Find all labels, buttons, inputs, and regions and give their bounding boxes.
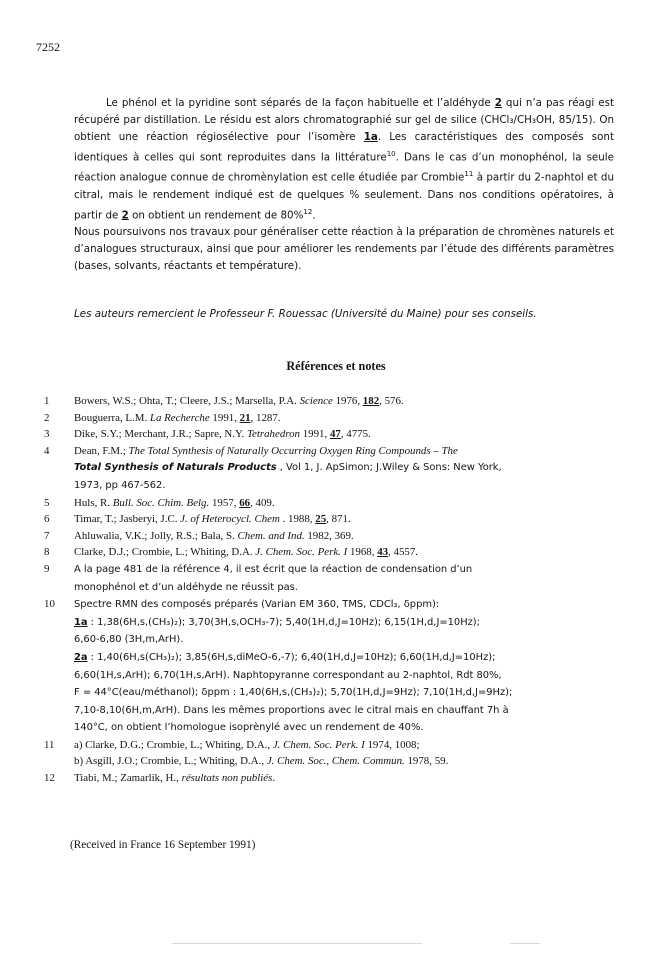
text-run: 12 xyxy=(303,207,313,216)
reference-line xyxy=(74,596,616,614)
reference-item xyxy=(44,426,616,443)
reference-line xyxy=(74,495,616,512)
text-run: 10 xyxy=(386,150,396,158)
reference-line xyxy=(74,770,616,787)
text-run: Nous poursuivons nos travaux pour généraliser cette réaction à la préparation de chromènes naturels et d’analogues structuraux, ainsi que pour améliorer les rendements par l’étude des différents paramètres (bases, solvants, réactants et température). xyxy=(74,226,614,273)
footer-rule xyxy=(510,943,540,944)
reference-line xyxy=(74,719,616,737)
reference-item xyxy=(44,561,616,596)
reference-body xyxy=(74,443,616,495)
reference-line xyxy=(74,393,616,410)
reference-item xyxy=(44,770,616,787)
italic-text: La Recherche xyxy=(149,411,210,424)
reference-item xyxy=(44,443,616,495)
text-run: Le phénol et la pyridine sont séparés de la façon habituelle et l’aldéhyde xyxy=(106,97,495,109)
text-run: Ahluwalia, V.K.; Jolly, R.S.; Bala, S. xyxy=(74,529,238,542)
received-note: (Received in France 16 September 1991) xyxy=(70,839,256,851)
text-run: 6,60-6,80 (3H,m,ArH). xyxy=(74,634,184,646)
reference-body xyxy=(74,410,616,427)
text-run: : 1,40(6H,s(CH₃)₂); 3,85(6H,s,diMeO-6,-7); 6,40(1H,d,J=10Hz); 6,60(1H,d,J=10Hz); xyxy=(87,651,496,663)
text-run: Timar, T.; Jasberyi, J.C. xyxy=(74,513,181,526)
text-run: a) Clarke, D.G.; Crombie, L.; Whiting, D.A., xyxy=(74,738,273,751)
text-run: b) Asgill, J.O.; Crombie, L.; Whiting, D.A., xyxy=(74,755,267,768)
text-run: . xyxy=(272,772,276,785)
text-run: 1978, 59. xyxy=(404,755,449,768)
italic-text: Total Synthesis of Naturals Products xyxy=(74,462,277,474)
reference-number: 12 xyxy=(44,772,55,785)
reference-line xyxy=(74,443,616,460)
compound-number: 1a xyxy=(74,616,88,628)
text-run: Clarke, D.J.; Crombie, L.; Whiting, D.A. xyxy=(74,546,256,559)
reference-line xyxy=(74,649,616,667)
page-number: 7252 xyxy=(36,40,60,54)
text-run: 1982, 369. xyxy=(304,529,354,542)
reference-body xyxy=(74,596,616,737)
reference-number: 6 xyxy=(44,513,50,526)
reference-line xyxy=(74,737,616,754)
text-run: . xyxy=(312,209,316,222)
compound-number: 43 xyxy=(377,546,389,559)
compound-number: 182 xyxy=(362,395,380,407)
compound-number: 47 xyxy=(329,428,341,441)
reference-line xyxy=(74,561,616,579)
compound-number: 1a xyxy=(363,131,378,143)
reference-item xyxy=(44,393,616,410)
reference-body xyxy=(74,737,616,770)
text-run: Spectre RMN des composés préparés (Varian EM 360, TMS, CDCl₃, δppm): xyxy=(74,599,440,611)
reference-item xyxy=(44,495,616,512)
italic-text: Bull. Soc. Chim. Belg. xyxy=(112,496,210,509)
italic-text: Tetrahedron xyxy=(246,428,300,441)
italic-text: J. Chem. Soc., Chem. Commun. xyxy=(266,755,405,768)
reference-body xyxy=(74,511,616,528)
reference-body xyxy=(74,528,616,545)
italic-text: J. Chem. Soc. Perk. I xyxy=(272,738,365,751)
reference-number: 3 xyxy=(44,428,50,441)
reference-line xyxy=(74,684,616,702)
body-text xyxy=(74,95,614,275)
text-run: à partir du 2-naphtol et du citral, mais le rendement indiqué est de quelques % seulement. Dans nos conditions opératoires, à partir de xyxy=(74,171,614,222)
reference-number: 9 xyxy=(44,562,50,575)
reference-body xyxy=(74,393,616,410)
compound-number: 2 xyxy=(121,209,129,222)
compound-number: 2 xyxy=(494,97,502,109)
footer-rule xyxy=(172,943,422,944)
reference-line xyxy=(74,459,616,477)
reference-item xyxy=(44,511,616,528)
text-run: 1976, xyxy=(332,395,363,407)
text-run: 1968, xyxy=(347,546,378,559)
text-run: 1974, 1008; xyxy=(364,738,420,751)
reference-number: 4 xyxy=(44,444,50,457)
reference-number: 5 xyxy=(44,496,50,509)
reference-number: 11 xyxy=(44,738,55,751)
text-run: 11 xyxy=(464,170,474,179)
italic-text: résultats non publiés xyxy=(181,772,273,785)
reference-line xyxy=(74,426,616,443)
italic-text: J. Chem. Soc. Perk. I xyxy=(255,546,348,559)
reference-number: 7 xyxy=(44,529,50,542)
text-run: monophénol et d’un aldéhyde ne réussit pas. xyxy=(74,581,298,593)
text-run: Bowers, W.S.; Ohta, T.; Cleere, J.S.; Marsella, P.A. xyxy=(74,395,300,407)
reference-item xyxy=(44,737,616,770)
text-run: , 4775. xyxy=(340,428,371,441)
text-run: , Vol 1, J. ApSimon; J.Wiley & Sons: New York, xyxy=(276,462,502,474)
reference-item xyxy=(44,528,616,545)
text-run: F = 44°C(eau/méthanol); δppm : 1,40(6H,s,(CH₃)₂); 5,70(1H,d,J=9Hz); 7,10(1H,d,J=9Hz); xyxy=(74,687,513,699)
reference-line xyxy=(74,631,616,649)
text-run: 1991, xyxy=(209,411,240,424)
reference-number: 10 xyxy=(44,598,55,611)
reference-line xyxy=(74,544,616,561)
text-run: , 576. xyxy=(379,395,404,407)
text-run: . 1988, xyxy=(279,513,316,526)
body-paragraph-1 xyxy=(74,95,614,224)
text-run: A la page 481 de la référence 4, il est écrit que la réaction de condensation d’un xyxy=(74,563,473,575)
text-run: Bouguerra, L.M. xyxy=(74,411,150,424)
reference-body xyxy=(74,770,616,787)
text-run: , 1287. xyxy=(250,411,281,424)
text-run: : 1,38(6H,s,(CH₃)₂); 3,70(3H,s,OCH₃-7); 5,40(1H,d,J=10Hz); 6,15(1H,d,J=10Hz); xyxy=(87,616,480,628)
reference-line xyxy=(74,410,616,427)
text-run: Dean, F.M.; xyxy=(74,444,129,457)
italic-text: The Total Synthesis of Naturally Occurring Oxygen Ring Compounds – The xyxy=(128,444,458,457)
reference-line xyxy=(74,511,616,528)
reference-line xyxy=(74,477,616,495)
text-run: . Dans le cas d’un monophénol, la seule réaction analogue connue de chromènylation est celle étudiée par Crombie xyxy=(74,151,614,184)
reference-line xyxy=(74,702,616,720)
italic-text: Chem. and Ind. xyxy=(237,529,305,542)
text-run: 1991, xyxy=(300,428,330,441)
compound-number: 66 xyxy=(239,496,251,509)
text-run: Tiabi, M.; Zamarlik, H., xyxy=(74,772,182,785)
text-run: Dike, S.Y.; Merchant, J.R.; Sapre, N.Y. xyxy=(74,428,247,441)
text-run: , 409. xyxy=(250,496,275,509)
text-run: 1973, pp 467-562. xyxy=(74,479,166,491)
reference-item xyxy=(44,596,616,737)
reference-line xyxy=(74,667,616,685)
text-run: 6,60(1H,s,ArH); 6,70(1H,s,ArH). Naphtopyranne correspondant au 2-naphtol, Rdt 80%, xyxy=(74,669,502,681)
reference-item xyxy=(44,410,616,427)
reference-number: 8 xyxy=(44,546,50,559)
reference-number: 1 xyxy=(44,395,50,407)
text-run: . Les caractéristiques des composés sont identiques à celles qui sont reproduites dans la littérature xyxy=(74,131,614,164)
compound-number: 21 xyxy=(239,411,251,424)
text-run: , 871. xyxy=(326,513,351,526)
body-paragraph-2 xyxy=(74,224,614,275)
reference-body xyxy=(74,495,616,512)
references-list xyxy=(44,393,616,787)
reference-number: 2 xyxy=(44,411,50,424)
text-run: 1957, xyxy=(209,496,240,509)
compound-number: 25 xyxy=(315,513,327,526)
reference-line xyxy=(74,614,616,632)
reference-body xyxy=(74,426,616,443)
text-run: Huls, R. xyxy=(74,496,113,509)
reference-line xyxy=(74,579,616,597)
reference-body xyxy=(74,561,616,596)
text-run: qui n’a pas réagi est récupéré par distillation. Le résidu est alors chromatographié sur gel de silice (CHCl₃/CH₃OH, 85/15). On obtient une réaction régiosélective pour l’isomère xyxy=(74,97,614,143)
text-run: 140°C, on obtient l’homologue isoprènylé avec un rendement de 40%. xyxy=(74,722,424,734)
reference-line xyxy=(74,753,616,770)
references-title: Références et notes xyxy=(286,359,386,373)
compound-number: 2a xyxy=(74,651,88,663)
text-run: , 4557. xyxy=(388,546,419,559)
text-run: 7,10-8,10(6H,m,ArH). Dans les mêmes proportions avec le citral mais en chauffant 7h à xyxy=(74,704,509,716)
reference-line xyxy=(74,528,616,545)
acknowledgement: Les auteurs remercient le Professeur F. Rouessac (Université du Maine) pour ses conseils. xyxy=(74,308,537,320)
reference-item xyxy=(44,544,616,561)
italic-text: J. of Heterocycl. Chem xyxy=(180,513,280,526)
text-run: on obtient un rendement de 80% xyxy=(128,209,304,222)
reference-body xyxy=(74,544,616,561)
italic-text: Science xyxy=(299,395,333,407)
